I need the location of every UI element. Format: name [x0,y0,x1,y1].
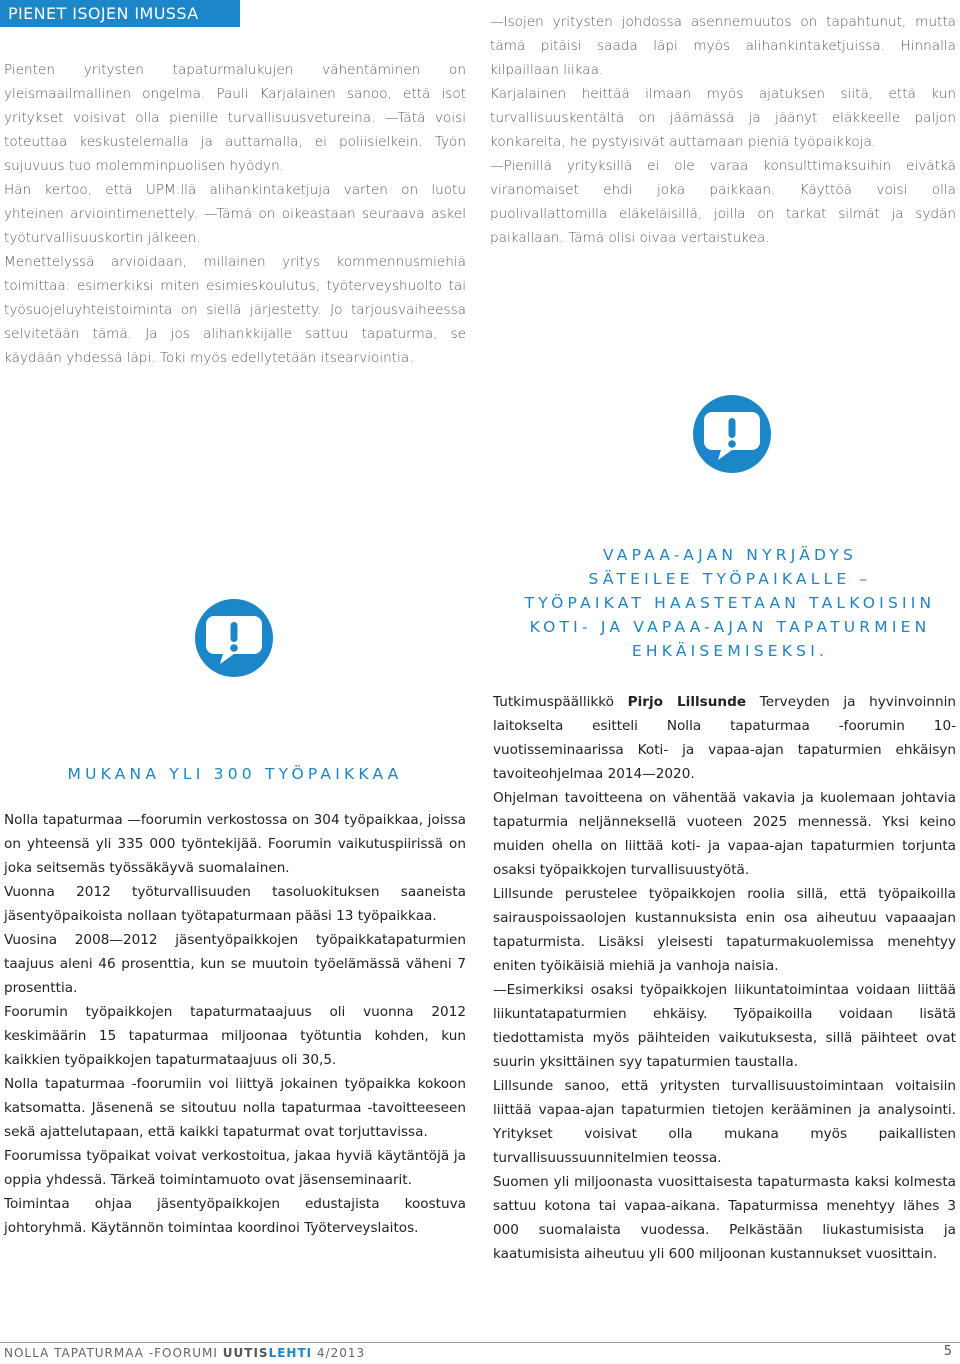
right-top-article [490,10,956,250]
article-paragraph: —Isojen yritysten johdossa asennemuutos on tapahtunut, mutta tämä pitäisi saada läpi myös alihankintaketjuissa. Hinnalla kilpaillaan liikaa. [490,14,956,78]
feature-title-line: EHKÄISEMISEKSI. [631,642,829,660]
feature-title-line: KOTI- JA VAPAA-AJAN TAPATURMIEN [529,618,931,636]
article-paragraph: —Esimerkiksi osaksi työpaikkojen liikuntatoimintaa voidaan liittää liikuntatapaturmien ehkäisy. Työpaikoilla voidaan lisätä tiedottamista myös päihteiden vaikutuksesta, sillä päihteet ovat suurin yksittäinen syy tapaturmien taustalla. [493,982,956,1070]
exclamation-speech-bubble-icon [194,598,274,678]
fact-paragraph: Toimintaa ohjaa jäsentyöpaikkojen edustajista koostuva johtoryhmä. Käytännön toimintaa koordinoi Työterveyslaitos. [4,1196,466,1236]
article-paragraph: —Pienillä yrityksillä ei ole varaa konsulttimaksuihin eivätkä viranomaiset ehdi joka paikkaan. Käyttöä voisi olla puolivallattomilla eläkeläisillä, joilla on tarkat silmät ja sydän paikallaan. Tämä olisi oivaa vertaistukea. [490,158,956,246]
article-paragraph: Ohjelman tavoitteena on vähentää vakavia ja kuolemaan johtavia tapaturmia neljänneksellä vuoteen 2025 mennessä. Yksi keino muiden ohella on liittää koti- ja vapaa-ajan tapaturmien torjunta osaksi työpaikkojen turvallisuustyötä. [493,790,956,878]
right-bottom-article [493,690,956,1266]
footer-text-part: LEHTI [268,1346,313,1360]
fact-paragraph: Vuonna 2012 työturvallisuuden tasoluokituksen saaneista jäsentyöpaikoista nollaan työtapaturmaan pääsi 13 työpaikkaa. [4,884,466,924]
fact-paragraph: Foorumin työpaikkojen tapaturmataajuus oli vuonna 2012 keskimäärin 15 tapaturmaa miljoonaa työtuntia kohden, kun kaikkien työpaikkojen tapaturmataajuus oli 30,5. [4,1004,466,1068]
feature-title [500,543,960,663]
page-number: 5 [943,1344,952,1359]
article-paragraph: Lillsunde sanoo, että yritysten turvallisuustoimintaan voitaisiin liittää vapaa-ajan tapaturmien tietojen kerääminen ja analysointi. Yritykset voisivat olla mukana myös paikallisten turvallisuussuunnitelmien teossa. [493,1078,956,1166]
article-paragraph: Lillsunde perustelee työpaikkojen roolia sillä, että työpaikoilla sairauspoissaolojen kustannuksista enin osa aiheutuu vapaaajan tapaturmista. Lisäksi yleisesti tapaturmakuolemissa menehtyy eniten työikäisiä miehiä ja vanhoja naisia. [493,886,956,974]
article-paragraph: Suomen yli miljoonasta vuosittaisesta tapaturmasta kaksi kolmesta sattuu kotona tai vapaa-aikana. Tapaturmissa menehtyy lähes 3 000 suomalaista vuodessa. Pelkästään liukastumisista ja kaatumisista aiheutuu yli 600 miljoonan kustannukset vuosittain. [493,1174,956,1262]
text-run: Tutkimuspäällikkö [493,694,628,710]
page-footer [0,1342,960,1364]
article-paragraph: Menettelyssä arvioidaan, millainen yritys kommennusmiehiä toimittaa: esimerkiksi miten esimieskoulutus, työterveyshuolto tai työsuojeluyhteistoiminta on siellä järjestetty. Jo tarjousvaiheessa selvitetään tämä. Ja jos alihankkijalle sattuu tapaturma, se käydään yhdessä läpi. Toki myös edellytetään itsearviointia. [4,254,466,366]
fact-paragraph: Foorumissa työpaikat voivat verkostoitua, jakaa hyviä käytäntöjä ja oppia yhdessä. Tärkeä toimintamuoto ovat jäsenseminaarit. [4,1148,466,1188]
fact-paragraph: Vuosina 2008—2012 jäsentyöpaikkojen työpaikkatapaturmien taajuus aleni 46 prosenttia, kun se muutoin työelämässä väheni 7 prosenttia. [4,932,466,996]
feature-title-line: VAPAA-AJAN NYRJÄDYS [602,546,858,564]
feature-title-line: SÄTEILEE TYÖPAIKALLE – [588,570,872,588]
footer-text-part: NOLLA TAPATURMAA -FOORUMI [4,1346,223,1360]
exclamation-speech-bubble-icon [692,394,772,474]
left-bottom-factbox [4,808,466,1240]
article-paragraph: Hän kertoo, että UPM:llä alihankintaketjuja varten on luotu yhteinen arviointimenettely. —Tämä on oikeastaan seuraava askel työturvallisuuskortin jälkeen. [4,182,466,246]
text-run: Terveyden ja hyvinvoinnin laitokselta esitteli Nolla tapaturmaa -foorumin 10-vuotisseminaarissa Koti- ja vapaa-ajan tapaturmien ehkäisyn tavoiteohjelmaa 2014—2020. [493,694,956,782]
box-title: MUKANA YLI 300 TYÖPAIKKAA [67,765,403,783]
article-paragraph: Pienten yritysten tapaturmalukujen vähentäminen on yleismaailmallinen ongelma. Pauli Karjalainen sanoo, että isot yritykset voisivat olla pienille turvallisuusvetureina. —Tätä voisi toteuttaa keskustelemalla ja auttamalla, ei poliisielkein. Työn sujuvuus tuo molemminpuolisen hyödyn. [4,62,466,174]
article-paragraph: Karjalainen heittää ilmaan myös ajatuksen siitä, että kun turvallisuuskentältä on jäämässä ja jäänyt eläkkeelle paljon konkareita, he pystyisivät auttamaan pieniä työpaikkoja. [490,86,956,150]
footer-divider [0,1342,960,1343]
fact-paragraph: Nolla tapaturmaa —foorumin verkostossa on 304 työpaikkaa, joissa on yhteensä yli 335 000 työntekijää. Foorumin vaikutuspiirissä on joka seitsemäs työssäkäyvä suomalainen. [4,812,466,876]
fact-paragraph: Nolla tapaturmaa -foorumiin voi liittyä jokainen työpaikka kokoon katsomatta. Jäsenenä se sitoutuu nolla tapaturmaa -tavoitteeseen sekä ajattelutapaan, että kaikki tapaturmat ovat torjuttavissa. [4,1076,466,1140]
footer-publication [4,1346,365,1360]
person-name: Pirjo Lillsunde [627,694,747,710]
article-paragraph [493,690,956,786]
feature-title-line: TYÖPAIKAT HAASTETAAN TALKOISIIN [524,594,936,612]
footer-text-part: 4/2013 [312,1346,366,1360]
section-heading: PIENET ISOJEN IMUSSA [0,0,240,27]
footer-text-part: UUTIS [222,1346,269,1360]
